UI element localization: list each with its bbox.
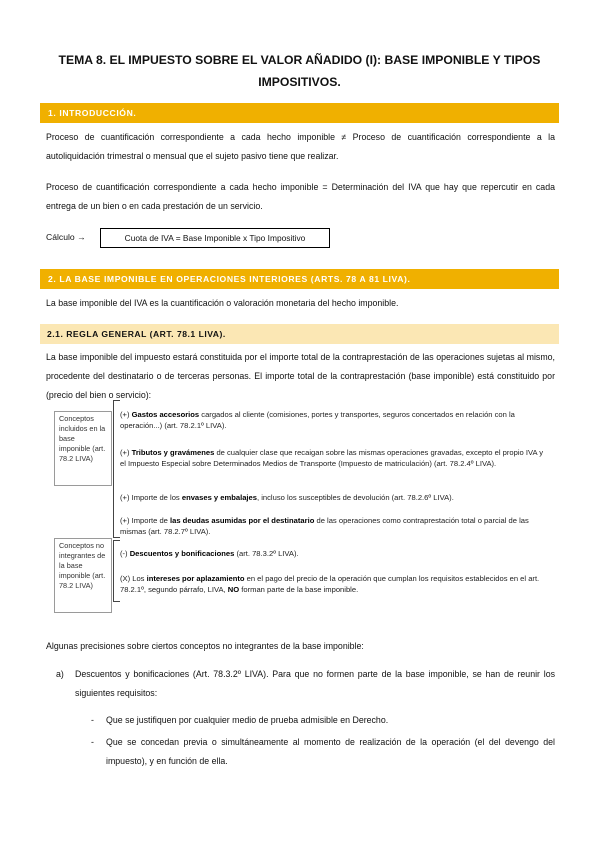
dash-2: - <box>91 737 94 747</box>
intro-paragraph-2: Proceso de cuantificación correspondiente a cada hecho imponible = Determinación del IVA que hay que repercutir en cada entrega de un bien o en cada prestación de un servicio. <box>46 182 555 211</box>
page-title <box>40 49 559 93</box>
requisito-2: Que se concedan previa o simultáneamente al momento de realización de la operación (el del devengo del impuesto), y en función de ella. <box>106 737 555 766</box>
brace-included <box>113 400 120 538</box>
item-tributos: (+) Tributos y gravámenes de cualquier clase que recaigan sobre las mismas operaciones gravadas, excepto el propio IVA y el Impuesto Especial sobre Determinados Medios de Transporte (Impuesto de matriculación) (art. 78.2.4º LIVA). <box>120 448 544 468</box>
general-rule-paragraph: La base imponible del impuesto estará constituida por el importe total de la contraprestación de las operaciones sujetas al mismo, procedente del destinatario o de terceras personas. El importe total de la contraprestación (base imponible) está constituido por (precio del bien o servicio): <box>46 352 555 400</box>
title-line-1: TEMA 8. EL IMPUESTO SOBRE EL VALOR AÑADIDO (I): BASE IMPONIBLE Y TIPOS <box>58 53 541 67</box>
item-descuentos: (-) Descuentos y bonificaciones (art. 78.3.2º LIVA). <box>120 549 299 558</box>
precisiones-intro: Algunas precisiones sobre ciertos conceptos no integrantes de la base imponible: <box>46 641 364 651</box>
base-definition: La base imponible del IVA es la cuantificación o valoración monetaria del hecho imponible. <box>46 298 399 308</box>
brace-excluded <box>113 540 120 602</box>
dash-1: - <box>91 715 94 725</box>
list-marker-a: a) <box>56 669 64 679</box>
descuentos-paragraph: Descuentos y bonificaciones (Art. 78.3.2º LIVA). Para que no formen parte de la base imponible, se han de reunir los siguientes requisitos: <box>75 669 555 698</box>
requisito-1: Que se justifiquen por cualquier medio de prueba admisible en Derecho. <box>106 715 389 725</box>
calc-label: Cálculo → <box>46 232 86 242</box>
intro-paragraph-1: Proceso de cuantificación correspondiente a cada hecho imponible ≠ Proceso de cuantificación correspondiente a la autoliquidación trimestral o mensual que el sujeto pasivo tiene que realizar. <box>46 132 555 161</box>
item-intereses: (X) Los intereses por aplazamiento en el pago del precio de la operación que cumplan los requisitos establecidos en el art. 78.2.1º, segundo párrafo, LIVA, NO forman parte de la base imponible. <box>120 574 540 594</box>
item-deudas: (+) Importe de las deudas asumidas por el destinatario de las operaciones como contraprestación total o parcial de las mismas (art. 78.2.7º LIVA). <box>120 516 529 536</box>
title-line-2: IMPOSITIVOS. <box>258 75 341 89</box>
box-conceptos-incluidos: Conceptos incluidos en la base imponible (art. 78.2 LIVA) <box>54 411 112 486</box>
section-2-1-heading: 2.1. REGLA GENERAL (ART. 78.1 LIVA). <box>40 324 559 344</box>
item-envases: (+) Importe de los envases y embalajes, incluso los susceptibles de devolución (art. 78.2.6º LIVA). <box>120 493 454 502</box>
box-conceptos-no-integrantes: Conceptos no integrantes de la base imponible (art. 78.2 LIVA) <box>54 538 112 613</box>
section-2-heading: 2. LA BASE IMPONIBLE EN OPERACIONES INTERIORES (ARTS. 78 A 81 LIVA). <box>40 269 559 289</box>
section-1-heading: 1. INTRODUCCIÓN. <box>40 103 559 123</box>
item-gastos-accesorios: (+) Gastos accesorios cargados al cliente (comisiones, portes y transportes, seguros concertados en relación con la operación...) (art. 78.2.1º LIVA). <box>120 410 515 430</box>
formula-box: Cuota de IVA = Base Imponible x Tipo Impositivo <box>100 228 330 248</box>
